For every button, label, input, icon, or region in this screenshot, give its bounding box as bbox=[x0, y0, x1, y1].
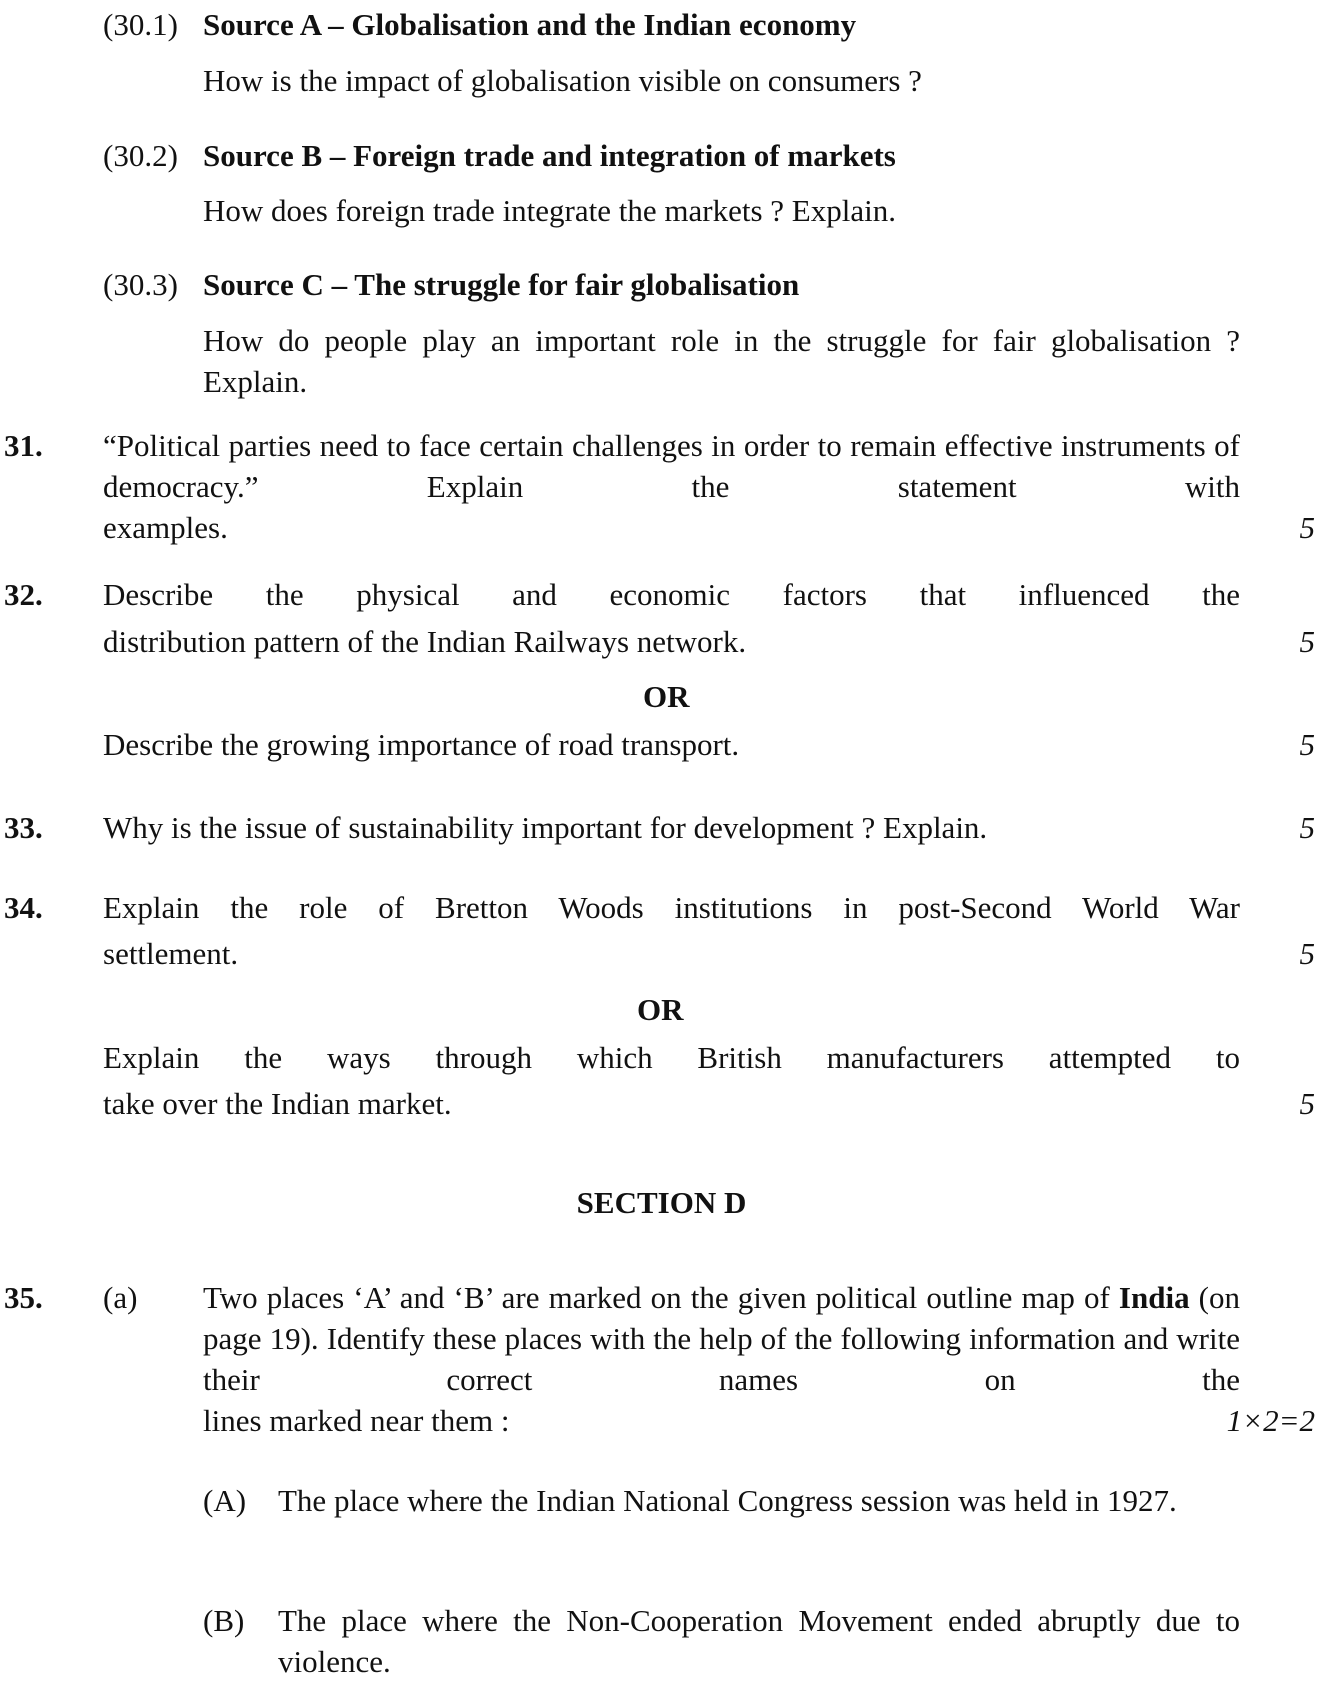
question-number: 33. bbox=[4, 810, 43, 845]
marks: 5 bbox=[1299, 810, 1315, 845]
or-separator: OR bbox=[637, 992, 684, 1027]
sub-question: How do people play an important role in the struggle for fair globalisation ? Explain. bbox=[203, 323, 1240, 399]
intro-text: Two places ‘A’ and ‘B’ are marked on the given political outline map of bbox=[203, 1280, 1119, 1315]
question-intro bbox=[203, 1277, 1240, 1400]
sub-question-text: The place where the Indian National Congress session was held in 1927. bbox=[278, 1483, 1177, 1518]
part-label: (a) bbox=[103, 1280, 138, 1315]
marks: 5 bbox=[1299, 936, 1315, 971]
alternative-question-end: take over the Indian market. bbox=[103, 1086, 452, 1121]
question-text: “Political parties need to face certain challenges in order to remain effective instruments of democracy.” Explain the statement with bbox=[103, 428, 1240, 504]
sub-question: How is the impact of globalisation visible on consumers ? bbox=[203, 63, 922, 98]
alternative-question: Explain the ways through which British manufacturers attempted to bbox=[103, 1040, 1240, 1075]
source-title: Source C – The struggle for fair globalisation bbox=[203, 267, 800, 302]
question-text-end: distribution pattern of the Indian Railways network. bbox=[103, 624, 747, 659]
question-text: Why is the issue of sustainability important for development ? Explain. bbox=[103, 810, 988, 845]
sub-question-text: The place where the Non-Cooperation Movement ended abruptly due to violence. bbox=[278, 1603, 1240, 1679]
source-title: Source B – Foreign trade and integration of markets bbox=[203, 138, 896, 173]
sub-label: (30.3) bbox=[103, 267, 178, 302]
marks: 1×2=2 bbox=[1226, 1403, 1315, 1438]
sub-label: (A) bbox=[203, 1483, 247, 1518]
question-number: 34. bbox=[4, 890, 43, 925]
sub-label: (30.2) bbox=[103, 138, 178, 173]
question-number: 35. bbox=[4, 1280, 43, 1315]
marks: 5 bbox=[1299, 1086, 1315, 1121]
marks: 5 bbox=[1299, 624, 1315, 659]
question-text-end: settlement. bbox=[103, 936, 239, 971]
marks: 5 bbox=[1299, 510, 1315, 545]
question-text: Describe the physical and economic factors that influenced the bbox=[103, 577, 1240, 612]
source-title: Source A – Globalisation and the Indian economy bbox=[203, 7, 857, 42]
question-text-end: examples. bbox=[103, 510, 228, 545]
section-heading: SECTION D bbox=[576, 1185, 747, 1220]
sub-question: How does foreign trade integrate the markets ? Explain. bbox=[203, 193, 896, 228]
alternative-question: Describe the growing importance of road transport. bbox=[103, 727, 740, 762]
intro-text: (on page 19). Identify these places with the help of the following information and write their correct names on the bbox=[203, 1280, 1240, 1397]
marks: 5 bbox=[1299, 727, 1315, 762]
or-separator: OR bbox=[643, 679, 690, 714]
intro-bold-text: India bbox=[1118, 1280, 1190, 1315]
question-text: Explain the role of Bretton Woods institutions in post-Second World War bbox=[103, 890, 1240, 925]
question-intro-end: lines marked near them : bbox=[203, 1403, 510, 1438]
question-number: 31. bbox=[4, 428, 43, 463]
sub-label: (30.1) bbox=[103, 7, 178, 42]
sub-label: (B) bbox=[203, 1603, 245, 1638]
question-number: 32. bbox=[4, 577, 43, 612]
